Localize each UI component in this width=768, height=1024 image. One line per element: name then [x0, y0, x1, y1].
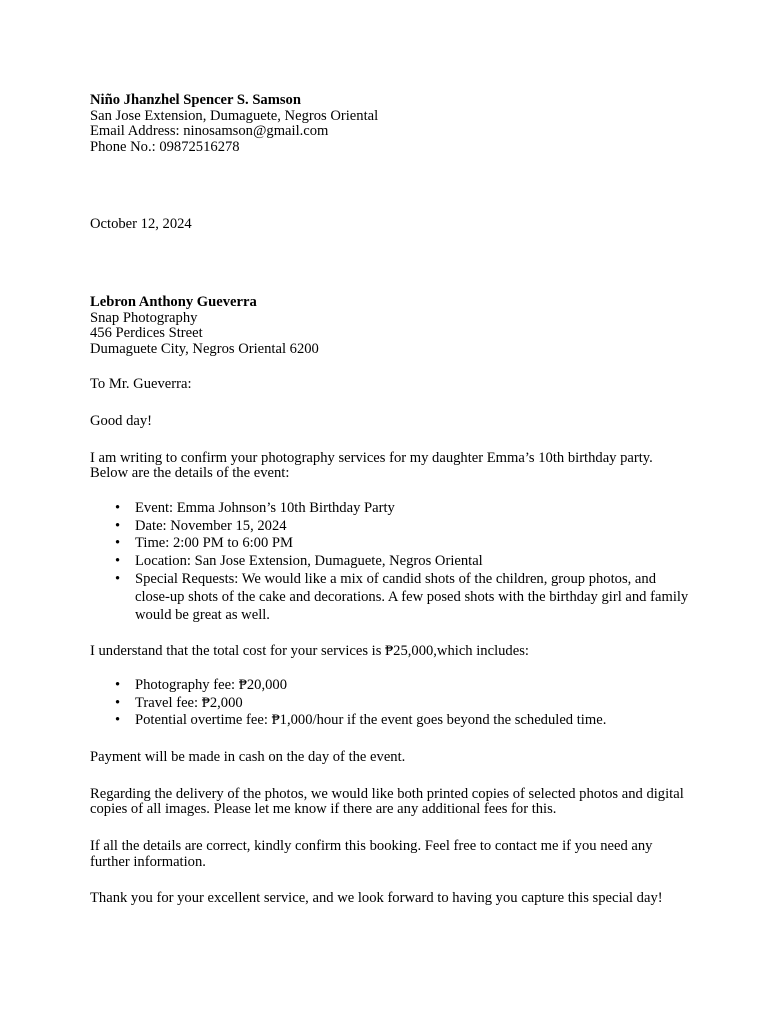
list-item: • Travel fee: ₱2,000: [135, 695, 690, 713]
recipient-company: Snap Photography: [90, 309, 198, 326]
cost-items-list: [90, 677, 690, 730]
list-item: • Photography fee: ₱20,000: [135, 677, 690, 695]
list-item: • Date: November 15, 2024: [135, 518, 690, 536]
cost-intro: I understand that the total cost for your services is ₱25,000,which includes:: [90, 643, 529, 660]
sender-address: San Jose Extension, Dumaguete, Negros Oriental: [90, 107, 379, 124]
letter-date: October 12, 2024: [90, 216, 192, 233]
greeting: Good day!: [90, 412, 153, 429]
list-item: • Event: Emma Johnson’s 10th Birthday Party: [135, 500, 690, 518]
confirm-paragraph: If all the details are correct, kindly confirm this booking. Feel free to contact me if you need any further information.: [90, 838, 653, 870]
sender-phone: Phone No.: 09872516278: [90, 138, 240, 155]
payment-paragraph: Payment will be made in cash on the day of the event.: [90, 749, 406, 766]
sender-name: Niño Jhanzhel Spencer S. Samson: [90, 92, 301, 108]
recipient-block: [90, 295, 690, 357]
recipient-city: Dumaguete City, Negros Oriental 6200: [90, 340, 319, 357]
letter-body: [90, 93, 690, 907]
list-item: • Location: San Jose Extension, Dumaguete, Negros Oriental: [135, 553, 690, 571]
closing-paragraph: Thank you for your excellent service, and we look forward to having you capture this special day!: [90, 890, 663, 907]
sender-email: Email Address: ninosamson@gmail.com: [90, 123, 329, 140]
delivery-paragraph: Regarding the delivery of the photos, we would like both printed copies of selected photos and digital copies of all images. Please let me know if there are any additional fees for this.: [90, 785, 684, 818]
event-details-list: [90, 500, 690, 625]
recipient-street: 456 Perdices Street: [90, 325, 203, 342]
salutation: To Mr. Gueverra:: [90, 376, 192, 393]
list-item: • Special Requests: We would like a mix of candid shots of the children, group photos, and close-up shots of the cake and decorations. A few posed shots with the birthday girl and family would be great as well.: [135, 571, 690, 624]
list-item: • Time: 2:00 PM to 6:00 PM: [135, 535, 690, 553]
intro-paragraph: I am writing to confirm your photography services for my daughter Emma’s 10th birthday party. Below are the details of the event:: [90, 449, 653, 482]
list-item: • Potential overtime fee: ₱1,000/hour if the event goes beyond the scheduled time.: [135, 712, 690, 730]
recipient-name: Lebron Anthony Gueverra: [90, 293, 257, 310]
sender-block: [90, 93, 690, 155]
